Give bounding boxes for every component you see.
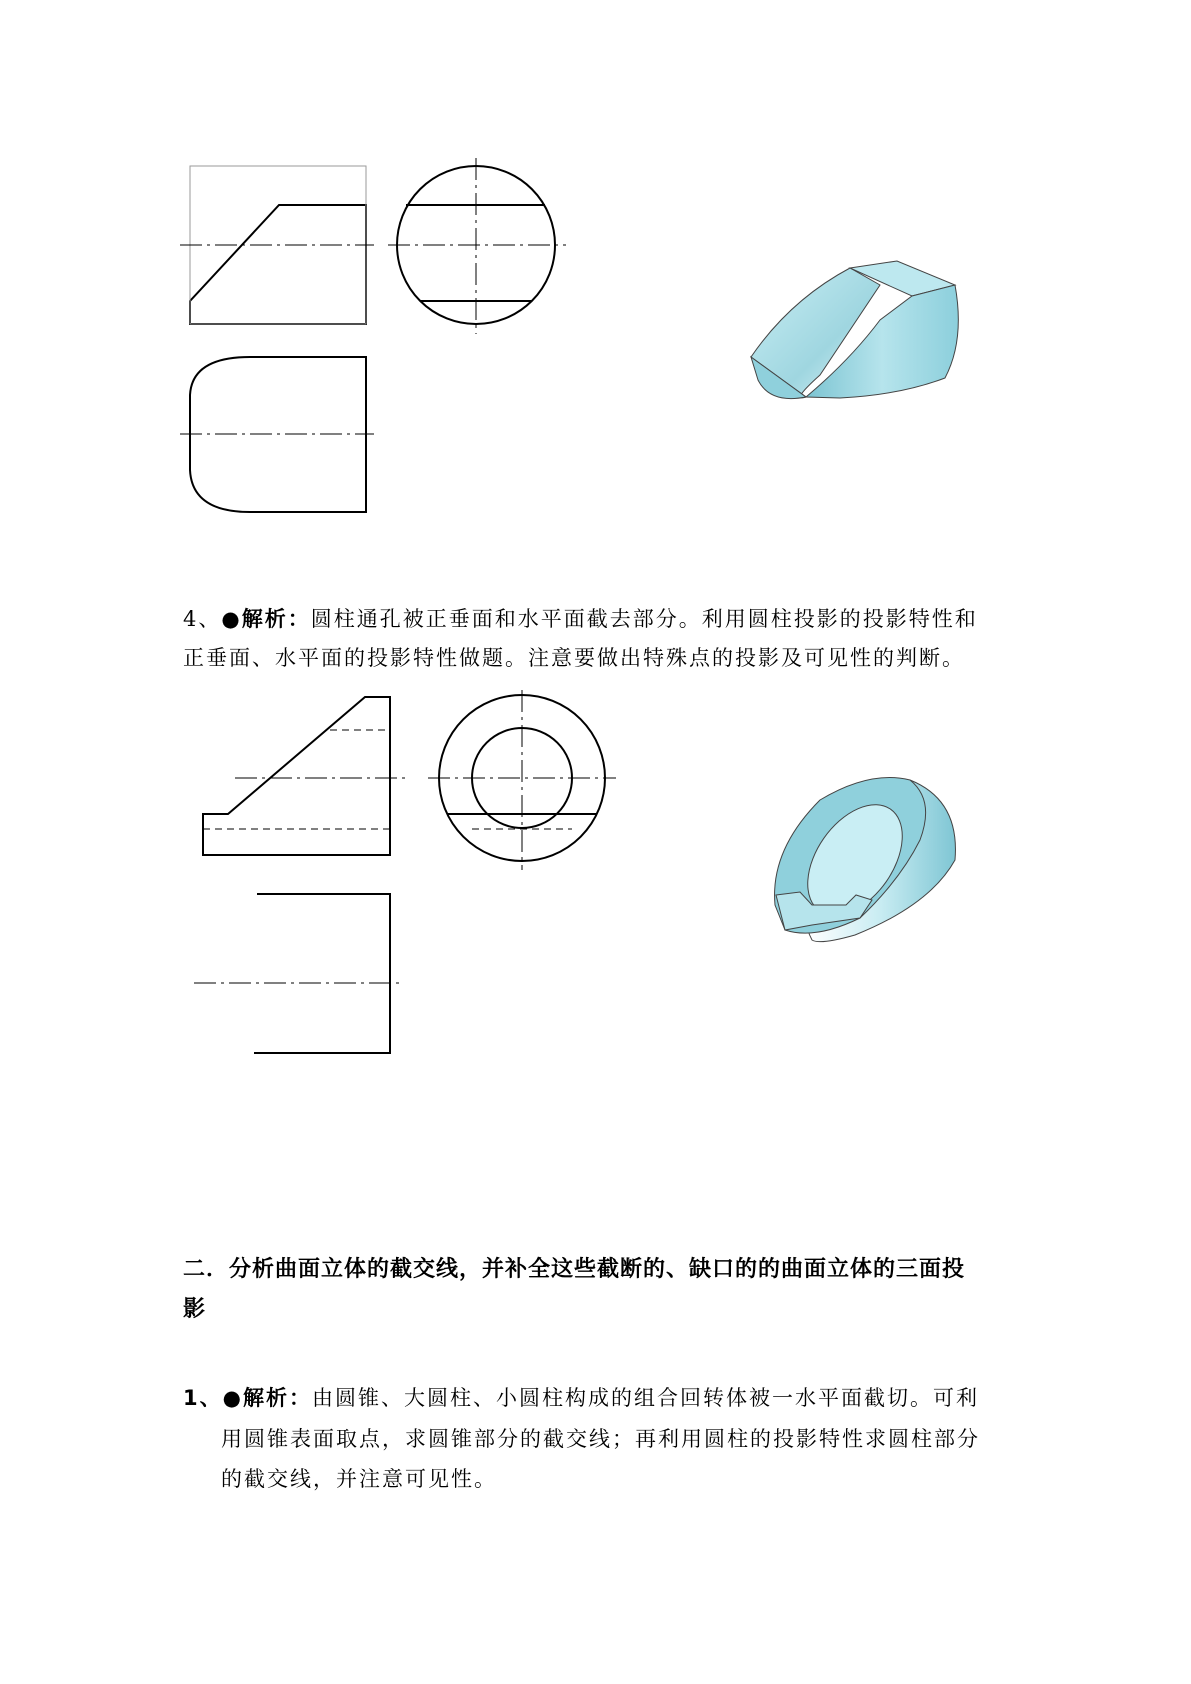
item1-bullet: ● bbox=[222, 1386, 243, 1410]
item1-text-1: 由圆锥、大圆柱、小圆柱构成的组合回转体被一水平面截切。可利 bbox=[311, 1386, 979, 1410]
item1-line2: 用圆锥表面取点，求圆锥部分的截交线；再利用圆柱的投影特性求圆柱部分 bbox=[221, 1427, 980, 1451]
part2-heading-line1: 二．分析曲面立体的截交线，并补全这些截断的、缺口的的曲面立体的三面投 bbox=[183, 1257, 966, 1282]
part2-heading-line2: 影 bbox=[183, 1297, 207, 1322]
item1-line1 bbox=[183, 1380, 1063, 1416]
section4-bullet: ● bbox=[221, 607, 242, 631]
section4-number: 4、 bbox=[183, 607, 222, 631]
section4-text-1: 圆柱通孔被正垂面和水平面截去部分。利用圆柱投影的投影特性和 bbox=[310, 607, 978, 631]
item1-line3: 的截交线，并注意可见性。 bbox=[221, 1467, 497, 1491]
section4-label: 解析： bbox=[241, 607, 311, 631]
section4-text-2: 正垂面、水平面的投影特性做题。注意要做出特殊点的投影及可见性的判断。 bbox=[183, 646, 965, 670]
item1-number: 1、 bbox=[183, 1386, 223, 1410]
item1-label: 解析： bbox=[242, 1386, 312, 1410]
